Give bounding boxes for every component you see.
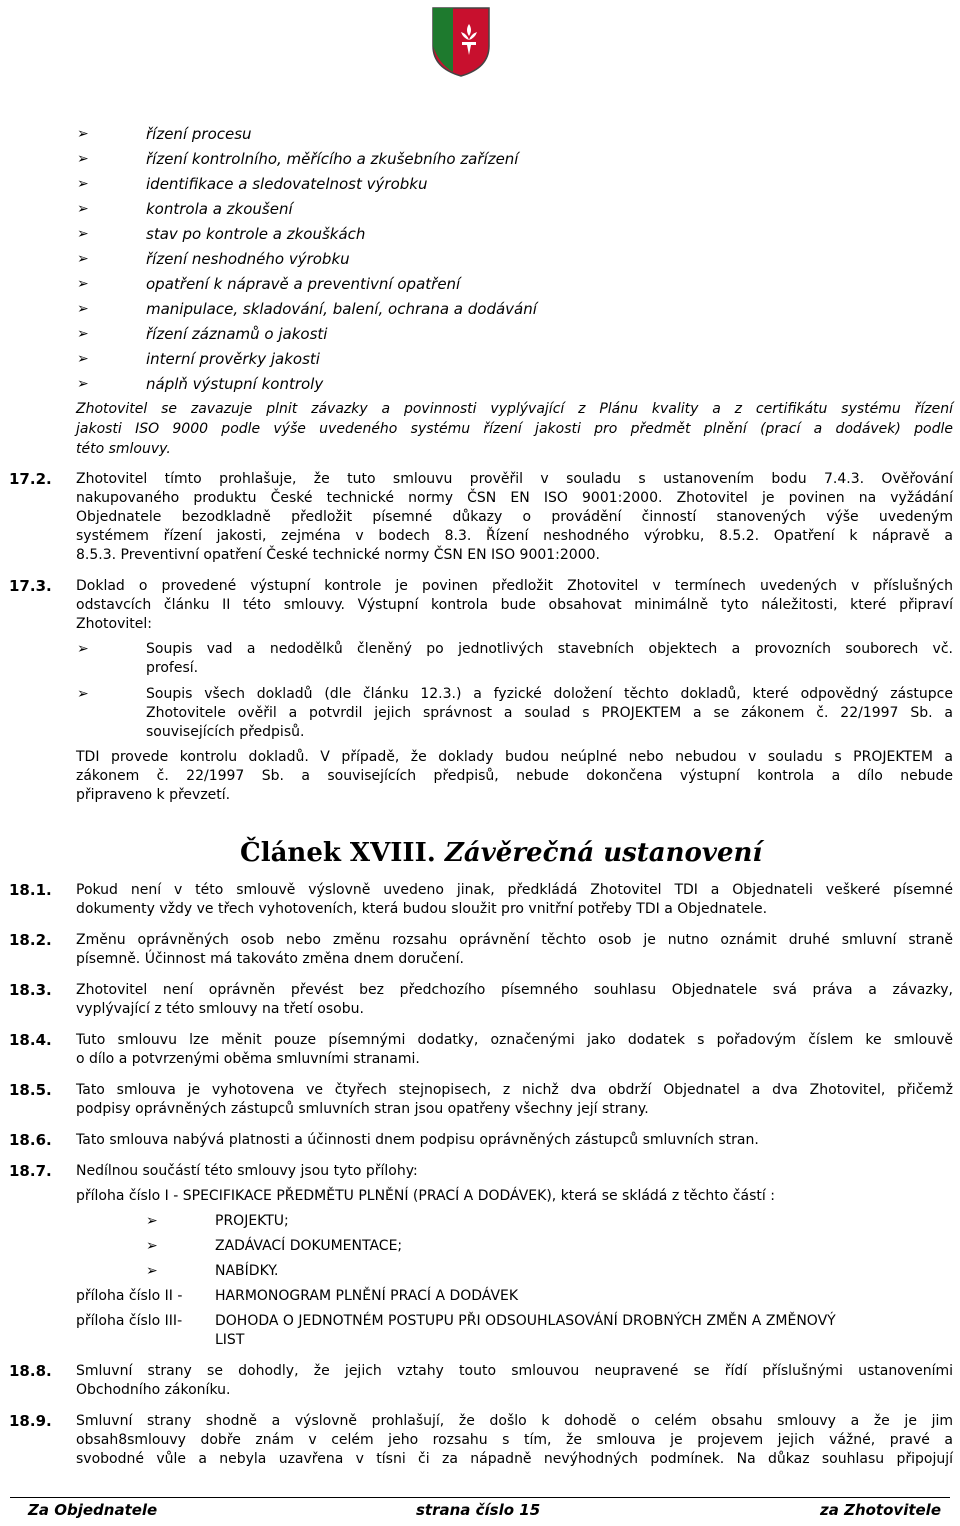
list-item: Zhotovitele ověřil a potvrdil jejich správnost a soulad s PROJEKTEM a se zákonem č. 22/1997 Sb. a — [146, 705, 953, 721]
paragraph-line: Změnu oprávněných osob nebo změnu rozsahu oprávnění těchto osob je nutno oznámit druhé smluvní straně — [76, 932, 953, 948]
paragraph-line: obsah8smlouvy dobře znám v celém jeho rozsahu s tím, že smlouva je projevem jejich vážné, pravé a — [76, 1432, 953, 1448]
section-number: 17.3. — [9, 577, 52, 595]
section-number: 18.1. — [9, 881, 52, 899]
coat-of-arms-logo — [431, 6, 491, 78]
paragraph-line: TDI provede kontrolu dokladů. V případě, že doklady budou neúplné nebo nebudou v souladu s PROJEKTEM a — [76, 749, 953, 765]
list-item: řízení kontrolního, měřícího a zkušebního zařízení — [146, 150, 519, 168]
paragraph-line: zákonem č. 22/1997 Sb. a souvisejících předpisů, nebude dokončena výstupní kontrola a dílo nebude — [76, 768, 953, 784]
page-number: strana číslo 15 — [416, 1501, 541, 1519]
attachment-3-text: DOHODA O JEDNOTNÉM POSTUPU PŘI ODSOUHLASOVÁNÍ DROBNÝCH ZMĚN A ZMĚNOVÝ — [215, 1313, 836, 1329]
section-number: 18.2. — [9, 931, 52, 949]
list-item: manipulace, skladování, balení, ochrana a dodávání — [146, 300, 537, 318]
paragraph-line: svobodné vůle a nebyla uzavřena v tísni či za nápadně nevýhodných podmínek. Na důkaz souhlasu připojují — [76, 1451, 953, 1467]
article-heading — [240, 838, 762, 868]
attachment-3-label: příloha číslo III- — [76, 1313, 183, 1329]
article-heading-number: Článek XVIII. — [240, 838, 445, 868]
paragraph-line: Smluvní strany shodně a výslovně prohlašují, že došlo k dohodě o celém obsahu smlouvy a že je jim — [76, 1413, 953, 1429]
section-number: 18.5. — [9, 1081, 52, 1099]
paragraph-line: jakosti ISO 9000 podle výše uvedeného systému řízení jakosti pro předmět plnění (prací a dodávek) podle — [76, 421, 953, 437]
arrow-bullet-icon: ➢ — [77, 226, 89, 242]
paragraph-line: dokumenty vždy ve třech vyhotoveních, která budou sloužit pro vnitřní potřeby TDI a Objednatele. — [76, 901, 768, 917]
attachment-3-text: LIST — [215, 1332, 245, 1348]
list-item: interní prověrky jakosti — [146, 350, 320, 368]
attachment-1: příloha číslo I - SPECIFIKACE PŘEDMĚTU PLNĚNÍ (PRACÍ A DODÁVEK), která se skládá z těchto částí : — [76, 1188, 775, 1204]
attachment-2-label: příloha číslo II - — [76, 1288, 183, 1304]
paragraph-line: Tato smlouva nabývá platnosti a účinnosti dnem podpisu oprávněných zástupců smluvních stran. — [76, 1132, 759, 1148]
list-item: souvisejících předpisů. — [146, 724, 305, 740]
section-number: 17.2. — [9, 470, 52, 488]
paragraph-line: systémem řízení jakosti, zejména v bodech 8.3. Řízení neshodného výrobku, 8.5.2. Opatření k nápravě a — [76, 528, 953, 544]
article-heading-title: Závěrečná ustanovení — [444, 838, 763, 868]
section-number: 18.7. — [9, 1162, 52, 1180]
arrow-bullet-icon: ➢ — [77, 686, 89, 702]
arrow-bullet-icon: ➢ — [146, 1238, 158, 1254]
paragraph-line: této smlouvy. — [76, 441, 171, 457]
paragraph-line: podpisy oprávněných zástupců smluvních stran jsou opatřeny všechny její strany. — [76, 1101, 649, 1117]
arrow-bullet-icon: ➢ — [77, 276, 89, 292]
list-item: řízení neshodného výrobku — [146, 250, 350, 268]
arrow-bullet-icon: ➢ — [77, 201, 89, 217]
arrow-bullet-icon: ➢ — [77, 126, 89, 142]
arrow-bullet-icon: ➢ — [146, 1263, 158, 1279]
arrow-bullet-icon: ➢ — [77, 641, 89, 657]
paragraph-line: Pokud není v této smlouvě výslovně uvedeno jinak, předkládá Zhotovitel TDI a Objednateli veškeré písemné — [76, 882, 953, 898]
paragraph-line: připraveno k převzetí. — [76, 787, 231, 803]
paragraph-line: Nedílnou součástí této smlouvy jsou tyto přílohy: — [76, 1163, 418, 1179]
paragraph-line: Smluvní strany se dohodly, že jejich vztahy touto smlouvou neupravené se řídí příslušnými ustanoveními — [76, 1363, 953, 1379]
paragraph-line: o dílo a potvrzenými oběma smluvními stranami. — [76, 1051, 420, 1067]
list-item: řízení procesu — [146, 125, 252, 143]
list-item: řízení záznamů o jakosti — [146, 325, 328, 343]
arrow-bullet-icon: ➢ — [146, 1213, 158, 1229]
list-item: PROJEKTU; — [215, 1213, 289, 1229]
paragraph-line: Zhotovitel není oprávněn převést bez předchozího písemného souhlasu Objednatele svá práva a závazky, — [76, 982, 953, 998]
list-item: NABÍDKY. — [215, 1263, 279, 1279]
list-item: Soupis všech dokladů (dle článku 12.3.) a fyzické doložení těchto dokladů, které odpovědný zástupce — [146, 686, 953, 702]
list-item: Soupis vad a nedodělků členěný po jednotlivých stavebních objektech a provozních souborech vč. — [146, 641, 953, 657]
paragraph-line: Objednatele bezodkladně předložit písemné důkazy o provádění činností stanovených výše uvedeným — [76, 509, 953, 525]
section-number: 18.8. — [9, 1362, 52, 1380]
section-number: 18.4. — [9, 1031, 52, 1049]
list-item: profesí. — [146, 660, 199, 676]
paragraph-line: Zhotovitel: — [76, 616, 152, 632]
footer-right: za Zhotovitele — [820, 1501, 941, 1519]
list-item: kontrola a zkoušení — [146, 200, 293, 218]
list-item: stav po kontrole a zkouškách — [146, 225, 366, 243]
paragraph-line: Zhotovitel se zavazuje plnit závazky a povinnosti vyplývající z Plánu kvality a z certifikátu systému řízení — [76, 401, 953, 417]
section-number: 18.3. — [9, 981, 52, 999]
list-item: ZADÁVACÍ DOKUMENTACE; — [215, 1238, 403, 1254]
paragraph-line: Obchodního zákoníku. — [76, 1382, 231, 1398]
section-number: 18.6. — [9, 1131, 52, 1149]
paragraph-line: 8.5.3. Preventivní opatření České technické normy ČSN EN ISO 9001:2000. — [76, 547, 600, 563]
footer-left: Za Objednatele — [28, 1501, 158, 1519]
arrow-bullet-icon: ➢ — [77, 151, 89, 167]
attachment-2-text: HARMONOGRAM PLNĚNÍ PRACÍ A DODÁVEK — [215, 1288, 519, 1304]
arrow-bullet-icon: ➢ — [77, 301, 89, 317]
list-item: identifikace a sledovatelnost výrobku — [146, 175, 428, 193]
footer-divider — [10, 1497, 950, 1498]
arrow-bullet-icon: ➢ — [77, 326, 89, 342]
list-item: opatření k nápravě a preventivní opatření — [146, 275, 461, 293]
paragraph-line: Doklad o provedené výstupní kontrole je povinen předložit Zhotovitel v termínech uvedených v příslušných — [76, 578, 953, 594]
list-item: náplň výstupní kontroly — [146, 375, 324, 393]
paragraph-line: Tato smlouva je vyhotovena ve čtyřech stejnopisech, z nichž dva obdrží Objednatel a dva Zhotovitel, přičemž — [76, 1082, 953, 1098]
paragraph-line: vyplývající z této smlouvy na třetí osobu. — [76, 1001, 364, 1017]
paragraph-line: písemně. Účinnost má takováto změna dnem doručení. — [76, 951, 464, 967]
paragraph-line: Tuto smlouvu lze měnit pouze písemnými dodatky, označenými jako dodatek s pořadovým číslem ke smlouvě — [76, 1032, 953, 1048]
arrow-bullet-icon: ➢ — [77, 351, 89, 367]
paragraph-line: odstavcích článku II této smlouvy. Výstupní kontrola bude obsahovat minimálně tyto náležitosti, které připraví — [76, 597, 953, 613]
arrow-bullet-icon: ➢ — [77, 251, 89, 267]
section-number: 18.9. — [9, 1412, 52, 1430]
arrow-bullet-icon: ➢ — [77, 176, 89, 192]
paragraph-line: Zhotovitel tímto prohlašuje, že tuto smlouvu prověřil v souladu s ustanovením bodu 7.4.3. Ověřování — [76, 471, 953, 487]
paragraph-line: nakupovaného produktu České technické normy ČSN EN ISO 9001:2000. Zhotovitel je povinen na vyžádání — [76, 490, 953, 506]
arrow-bullet-icon: ➢ — [77, 376, 89, 392]
